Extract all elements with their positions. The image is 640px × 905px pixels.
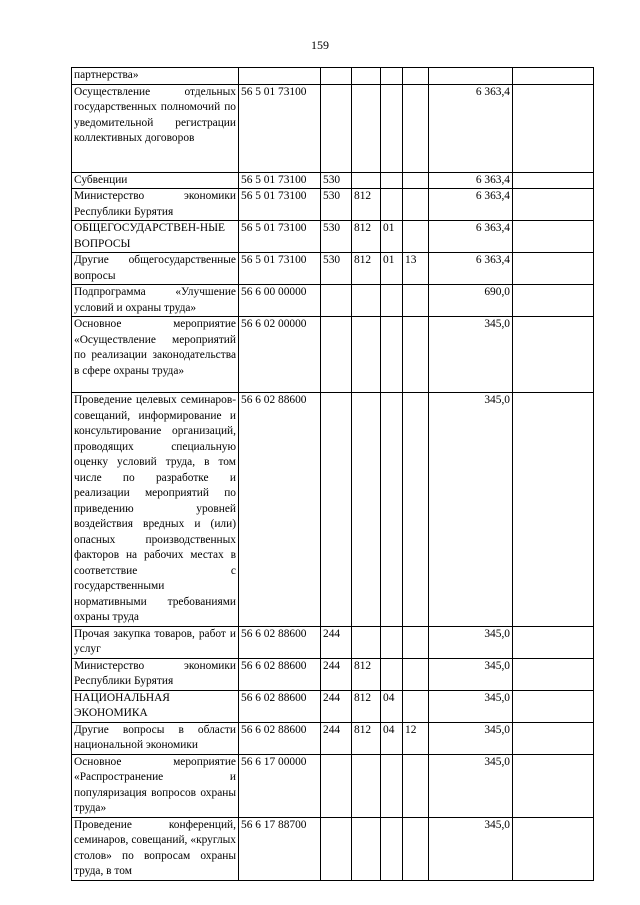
target-article-code-cell: 56 6 02 88600 [239,393,321,627]
target-article-code-cell: 56 5 01 73100 [239,253,321,285]
extra-cell [513,317,594,393]
section-code-cell [381,172,403,189]
expense-type-cell [321,393,352,627]
administrator-code-cell [352,626,381,658]
row-name-cell: Основное мероприятие «Осуществление мероприятий по реализации законодательства в сфере охраны труда» [72,317,239,393]
table-row [72,84,594,172]
subsection-code-cell [403,68,429,85]
table-row [72,317,594,393]
amount-cell: 690,0 [429,285,513,317]
amount-cell [429,68,513,85]
target-article-code-cell: 56 6 02 88600 [239,722,321,754]
section-code-cell [381,754,403,817]
row-name-cell: НАЦИОНАЛЬНАЯ ЭКОНОМИКА [72,690,239,722]
expense-type-cell: 530 [321,189,352,221]
row-name-cell: Министерство экономики Республики Бурятия [72,189,239,221]
extra-cell [513,754,594,817]
amount-cell: 6 363,4 [429,172,513,189]
section-code-cell: 01 [381,221,403,253]
administrator-code-cell: 812 [352,253,381,285]
target-article-code-cell: 56 5 01 73100 [239,189,321,221]
administrator-code-cell [352,84,381,172]
row-name-cell: Министерство экономики Республики Бурятия [72,658,239,690]
expense-type-cell: 244 [321,690,352,722]
expense-type-cell [321,68,352,85]
administrator-code-cell [352,68,381,85]
amount-cell: 345,0 [429,393,513,627]
subsection-code-cell [403,393,429,627]
amount-cell: 345,0 [429,817,513,880]
administrator-code-cell [352,172,381,189]
target-article-code-cell: 56 5 01 73100 [239,84,321,172]
target-article-code-cell: 56 6 17 88700 [239,817,321,880]
section-code-cell: 01 [381,253,403,285]
amount-cell: 6 363,4 [429,253,513,285]
amount-cell: 345,0 [429,658,513,690]
table-body [72,68,594,881]
amount-cell: 345,0 [429,690,513,722]
row-name-cell: Подпрограмма «Улучшение условий и охраны труда» [72,285,239,317]
row-name-cell: Субвенции [72,172,239,189]
subsection-code-cell [403,317,429,393]
target-article-code-cell: 56 6 02 88600 [239,626,321,658]
extra-cell [513,658,594,690]
extra-cell [513,68,594,85]
section-code-cell: 04 [381,722,403,754]
extra-cell [513,253,594,285]
table-row [72,253,594,285]
section-code-cell [381,658,403,690]
target-article-code-cell: 56 6 02 88600 [239,658,321,690]
table-row [72,393,594,627]
extra-cell [513,722,594,754]
expense-type-cell [321,754,352,817]
expense-type-cell: 244 [321,658,352,690]
row-name-cell: Проведение конференций, семинаров, совещаний, «круглых столов» по вопросам охраны труда, в том [72,817,239,880]
amount-cell: 6 363,4 [429,84,513,172]
subsection-code-cell [403,690,429,722]
section-code-cell [381,68,403,85]
extra-cell [513,189,594,221]
target-article-code-cell: 56 6 00 00000 [239,285,321,317]
table-row [72,172,594,189]
extra-cell [513,817,594,880]
subsection-code-cell [403,84,429,172]
amount-cell: 6 363,4 [429,221,513,253]
expense-type-cell [321,817,352,880]
subsection-code-cell [403,189,429,221]
subsection-code-cell [403,658,429,690]
administrator-code-cell [352,817,381,880]
expense-type-cell: 530 [321,221,352,253]
expense-type-cell: 244 [321,626,352,658]
expense-type-cell: 530 [321,172,352,189]
subsection-code-cell: 12 [403,722,429,754]
expense-type-cell: 530 [321,253,352,285]
extra-cell [513,690,594,722]
target-article-code-cell: 56 5 01 73100 [239,172,321,189]
section-code-cell [381,317,403,393]
subsection-code-cell [403,817,429,880]
table-row [72,690,594,722]
amount-cell: 6 363,4 [429,189,513,221]
subsection-code-cell [403,626,429,658]
administrator-code-cell [352,285,381,317]
extra-cell [513,626,594,658]
extra-cell [513,285,594,317]
administrator-code-cell: 812 [352,722,381,754]
target-article-code-cell: 56 5 01 73100 [239,221,321,253]
table-row [72,817,594,880]
page-number: 159 [311,38,329,52]
administrator-code-cell: 812 [352,189,381,221]
extra-cell [513,393,594,627]
expense-type-cell [321,317,352,393]
administrator-code-cell [352,754,381,817]
subsection-code-cell [403,172,429,189]
table-row [72,722,594,754]
administrator-code-cell [352,393,381,627]
administrator-code-cell: 812 [352,658,381,690]
amount-cell: 345,0 [429,626,513,658]
row-name-cell: Осуществление отдельных государственных полномочий по уведомительной регистрации коллективных договоров [72,84,239,172]
amount-cell: 345,0 [429,722,513,754]
row-name-cell: Прочая закупка товаров, работ и услуг [72,626,239,658]
target-article-code-cell [239,68,321,85]
expense-type-cell: 244 [321,722,352,754]
target-article-code-cell: 56 6 17 00000 [239,754,321,817]
row-name-cell: Другие вопросы в области национальной экономики [72,722,239,754]
table-row [72,189,594,221]
row-name-cell: ОБЩЕГОСУДАРСТВЕН-НЫЕ ВОПРОСЫ [72,221,239,253]
table-row [72,285,594,317]
row-name-cell: Проведение целевых семинаров-совещаний, информирование и консультирование организаций, проводящих специальную оценку условий труда, в том числе по разработке и реализации мероприятий по приведению уровней воздействия вредных и (или) опасных производственных факторов на рабочих местах в соответствие с государственными нормативными требованиями охраны труда [72,393,239,627]
expense-type-cell [321,285,352,317]
table-row [72,68,594,85]
extra-cell [513,221,594,253]
row-name-cell: Другие общегосударственные вопросы [72,253,239,285]
section-code-cell [381,285,403,317]
target-article-code-cell: 56 6 02 88600 [239,690,321,722]
administrator-code-cell: 812 [352,221,381,253]
table-row [72,626,594,658]
expense-type-cell [321,84,352,172]
extra-cell [513,84,594,172]
amount-cell: 345,0 [429,754,513,817]
subsection-code-cell [403,285,429,317]
administrator-code-cell: 812 [352,690,381,722]
table-row [72,658,594,690]
section-code-cell: 04 [381,690,403,722]
row-name-cell: Основное мероприятие «Распространение и популяризация вопросов охраны труда» [72,754,239,817]
administrator-code-cell [352,317,381,393]
table-row [72,754,594,817]
subsection-code-cell [403,754,429,817]
section-code-cell [381,189,403,221]
extra-cell [513,172,594,189]
row-name-cell: партнерства» [72,68,239,85]
section-code-cell [381,84,403,172]
section-code-cell [381,393,403,627]
subsection-code-cell [403,221,429,253]
budget-table [71,67,594,881]
target-article-code-cell: 56 6 02 00000 [239,317,321,393]
section-code-cell [381,626,403,658]
subsection-code-cell: 13 [403,253,429,285]
section-code-cell [381,817,403,880]
table-row [72,221,594,253]
amount-cell: 345,0 [429,317,513,393]
